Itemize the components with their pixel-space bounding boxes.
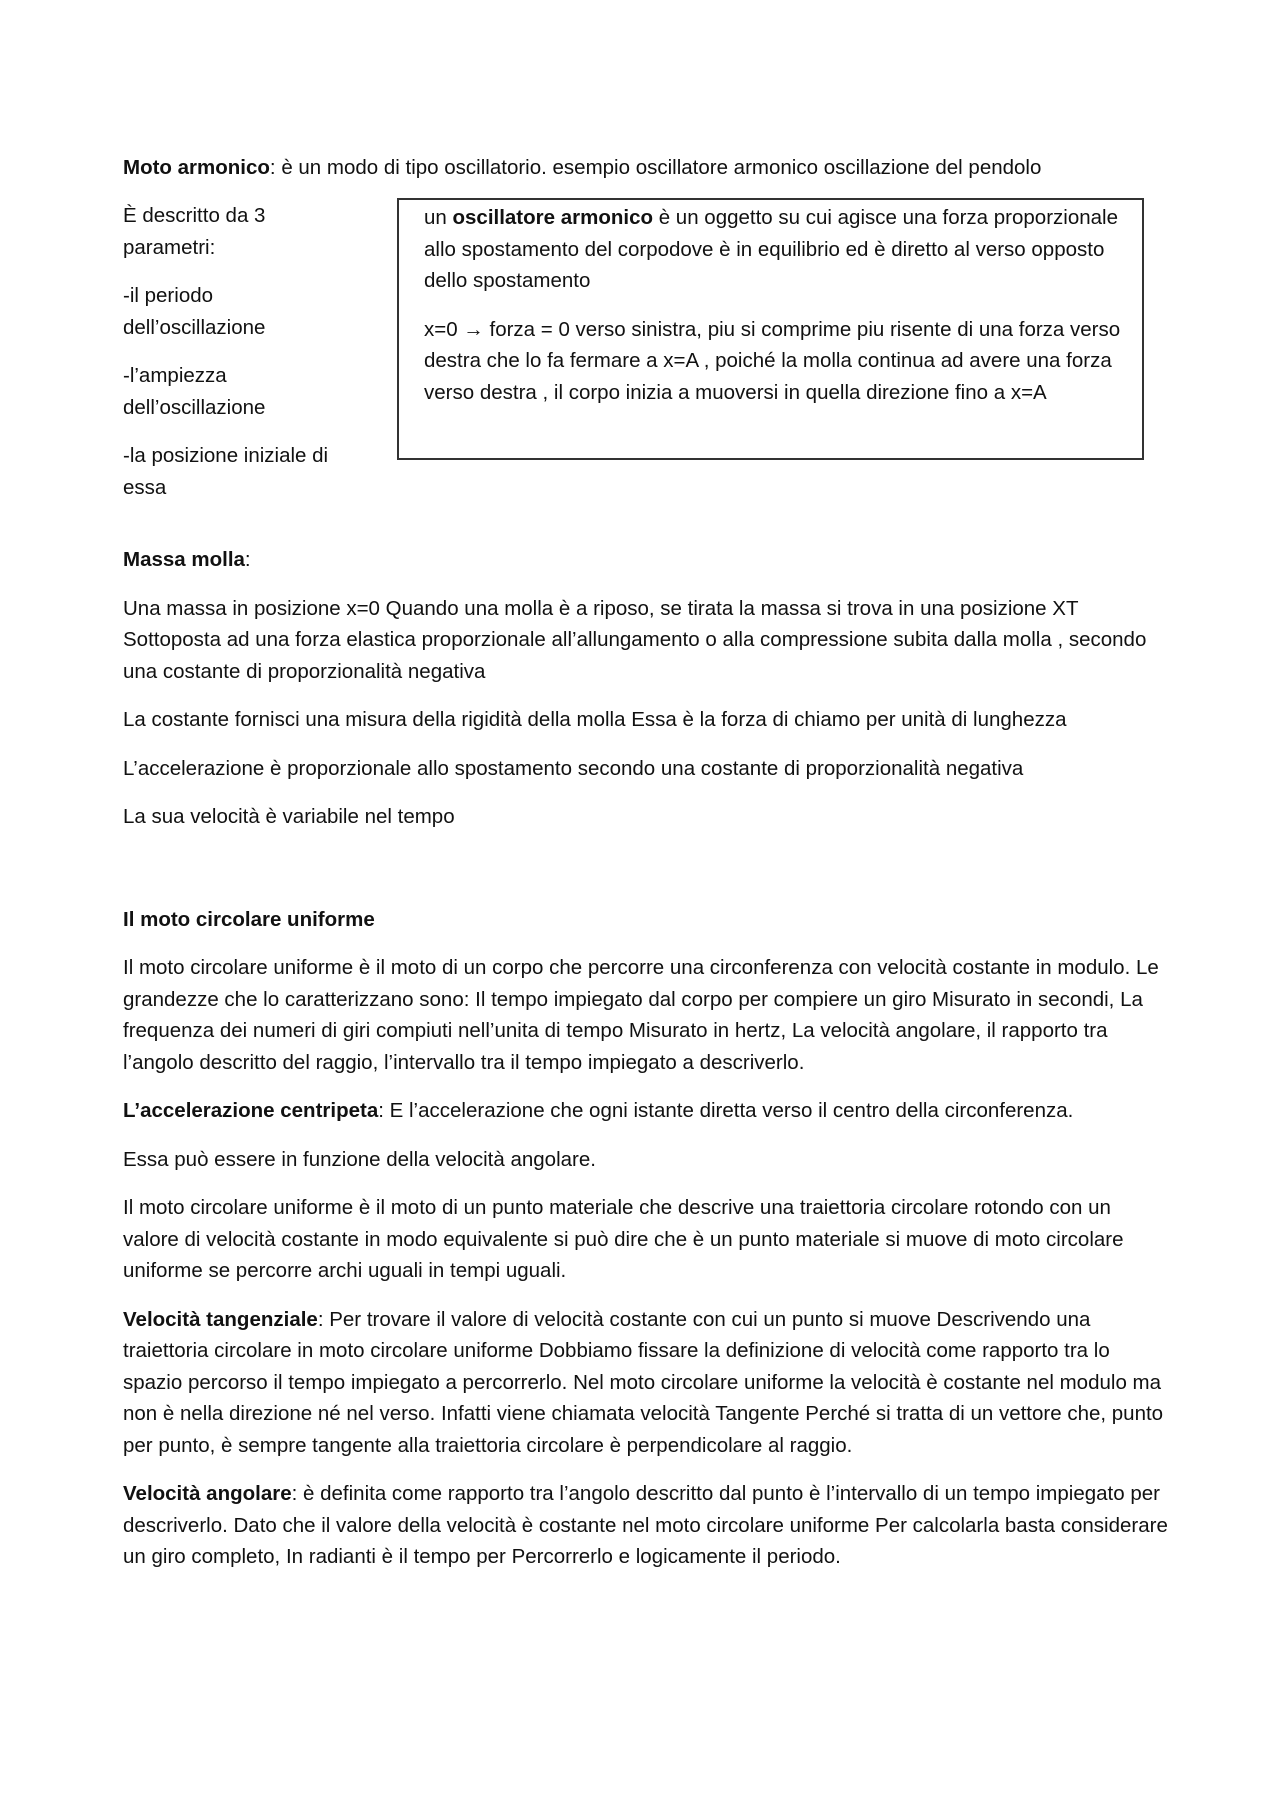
circular-paragraph: Essa può essere in funzione della velocità angolare. <box>123 1147 596 1171</box>
intro-title: Moto armonico <box>123 156 270 179</box>
angular-paragraph <box>123 1478 1168 1573</box>
tangential-term: Velocità tangenziale <box>123 1307 318 1331</box>
oscillator-example: x=0 → forza = 0 verso sinistra, piu si comprime piu risente di una forza verso destra che lo fa fermare a x=A , poiché la molla continua ad avere una forza verso destra , il corpo inizia a muoversi in quella direzione fino a x=A <box>424 317 1121 404</box>
spring-mass-paragraph: La costante fornisci una misura della rigidità della molla Essa è la forza di chiamo per unità di lunghezza <box>123 708 1067 731</box>
oscillator-term: oscillatore armonico <box>452 206 654 229</box>
spacer <box>123 850 1168 904</box>
spring-mass-heading <box>123 544 1168 576</box>
spring-mass-paragraph: La sua velocità è variabile nel tempo <box>123 805 455 828</box>
oscillator-definition <box>424 202 1132 297</box>
intro-text: : è un modo di tipo oscillatorio. esempio oscillatore armonico oscillazione del pendolo <box>269 156 1042 179</box>
spring-mass-title-suffix: : <box>244 548 251 571</box>
tangential-paragraph <box>123 1304 1168 1462</box>
centripetal-paragraph <box>123 1095 1168 1127</box>
intro-section <box>123 152 1168 499</box>
circular-paragraph: Il moto circolare uniforme è il moto di un corpo che percorre una circonferenza con velocità costante in modulo. Le grandezze che lo caratterizzano sono: Il tempo impiegato dal corpo per compiere un giro Misurato in secondi, La frequenza dei numeri di giri compiuti nell’unita di tempo Misurato in hertz, La velocità angolare, il rapporto tra l’angolo descritto del raggio, l’intervallo tra il tempo impiegato a descriverlo. <box>123 956 1159 1074</box>
oscillator-definition-text: è un oggetto su cui agisce una forza proporzionale allo spostamento del corpodove è in equilibrio ed è diretto al verso opposto dello spostamento <box>424 206 1118 292</box>
parameters-list <box>123 200 353 520</box>
intro-paragraph <box>123 152 1168 184</box>
parameter-item: -la posizione iniziale di essa <box>123 444 329 499</box>
oscillator-prefix: un <box>424 206 453 229</box>
oscillator-text-box <box>397 198 1144 460</box>
angular-text: : è definita come rapporto tra l’angolo descritto dal punto è l’intervallo di un tempo impiegato per descriverlo. Dato che il valore della velocità è costante nel moto circolare uniforme Per calcolarla basta considerare un giro completo, In radianti è il tempo per Percorrerlo e logicamente il periodo. <box>123 1482 1168 1568</box>
centripetal-term: L’accelerazione centripeta <box>123 1099 379 1122</box>
tangential-text: : Per trovare il valore di velocità costante con cui un punto si muove Descrivendo una traiettoria circolare in moto circolare uniforme Dobbiamo fissare la definizione di velocità come rapporto tra lo spazio percorso il tempo impiegato a percorrerlo. Nel moto circolare uniforme la velocità è costante nel modulo ma non è nella direzione né nel verso. Infatti viene chiamata velocità Tangente Perché si tratta di un vettore che, punto per punto, è sempre tangente alla traiettoria circolare è perpendicolare al raggio. <box>123 1307 1164 1457</box>
document-page <box>123 152 1168 1590</box>
angular-term: Velocità angolare <box>123 1482 292 1505</box>
parameters-heading: È descritto da 3 parametri: <box>123 204 266 259</box>
circular-paragraph: Il moto circolare uniforme è il moto di un punto materiale che descrive una traiettoria circolare rotondo con un valore di velocità costante in modo equivalente si può dire che è un punto materiale si muove di moto circolare uniforme se percorre archi uguali in tempi uguali. <box>123 1196 1124 1282</box>
circular-heading <box>123 904 1168 936</box>
spring-mass-paragraph: L’accelerazione è proporzionale allo spostamento secondo una costante di proporzionalità negativa <box>123 756 1024 780</box>
centripetal-text: : E l’accelerazione che ogni istante diretta verso il centro della circonferenza. <box>378 1099 1074 1122</box>
parameter-item: -il periodo dell’oscillazione <box>123 284 266 339</box>
parameter-item: -l’ampiezza dell’oscillazione <box>123 364 266 419</box>
circular-title: Il moto circolare uniforme <box>123 907 375 931</box>
spring-mass-paragraph: Una massa in posizione x=0 Quando una molla è a riposo, se tirata la massa si trova in una posizione XT Sottoposta ad una forza elastica proporzionale all’allungamento o alla compressione subita dalla molla , secondo una costante di proporzionalità negativa <box>123 596 1147 683</box>
spring-mass-title: Massa molla <box>123 548 245 571</box>
